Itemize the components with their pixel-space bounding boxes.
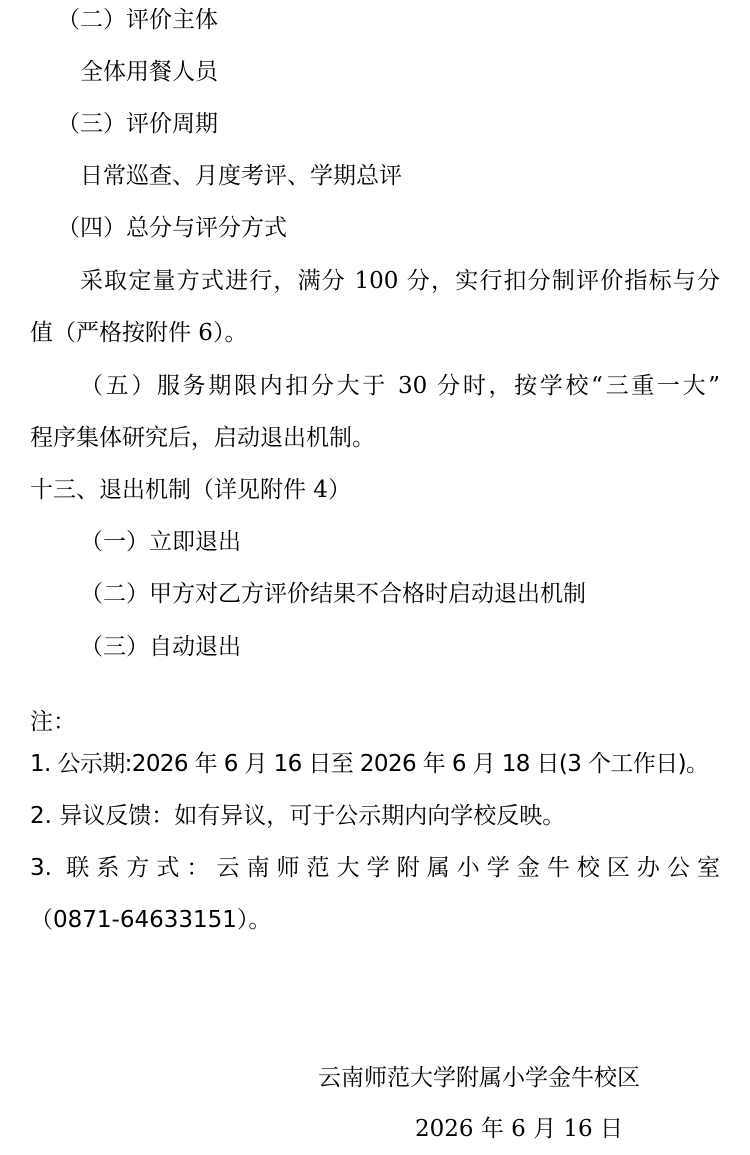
exit-item-immediate: （一）立即退出 <box>80 529 241 555</box>
section-heading-exit-mechanism: 十三、退出机制（详见附件 4） <box>30 477 351 503</box>
exit-item-unqualified: （二）甲方对乙方评价结果不合格时启动退出机制 <box>80 581 586 607</box>
service-period-text-line-2: 程序集体研究后，启动退出机制。 <box>30 425 375 451</box>
section-heading-evaluation-cycle: （三）评价周期 <box>57 111 218 137</box>
exit-item-automatic: （三）自动退出 <box>80 634 241 660</box>
note-objection-feedback: 2. 异议反馈：如有异议，可于公示期内向学校反映。 <box>30 803 566 829</box>
signature-organization: 云南师范大学附属小学金牛校区 <box>318 1065 640 1091</box>
scoring-method-text-line-1: 采取定量方式进行，满分 100 分，实行扣分制评价指标与分 <box>80 268 720 294</box>
service-period-text-line-1: （五）服务期限内扣分大于 30 分时，按学校“三重一大” <box>80 373 720 399</box>
evaluation-subject-text: 全体用餐人员 <box>80 59 218 85</box>
scoring-method-text-line-2: 值（严格按附件 6）。 <box>30 320 248 346</box>
section-heading-evaluation-subject: （二）评价主体 <box>57 7 218 33</box>
notes-heading: 注： <box>30 709 76 735</box>
evaluation-cycle-text: 日常巡查、月度考评、学期总评 <box>80 163 402 189</box>
signature-date: 2026 年 6 月 16 日 <box>415 1116 623 1142</box>
note-publicity-period: 1. 公示期:2026 年 6 月 16 日至 2026 年 6 月 18 日(3 个工作日)。 <box>30 751 709 777</box>
note-contact-phone: （0871-64633151）。 <box>30 907 272 933</box>
section-heading-scoring-method: （四）总分与评分方式 <box>57 215 287 241</box>
note-contact-info: 3. 联系方式：云南师范大学附属小学金牛校区办公室 <box>30 855 720 881</box>
